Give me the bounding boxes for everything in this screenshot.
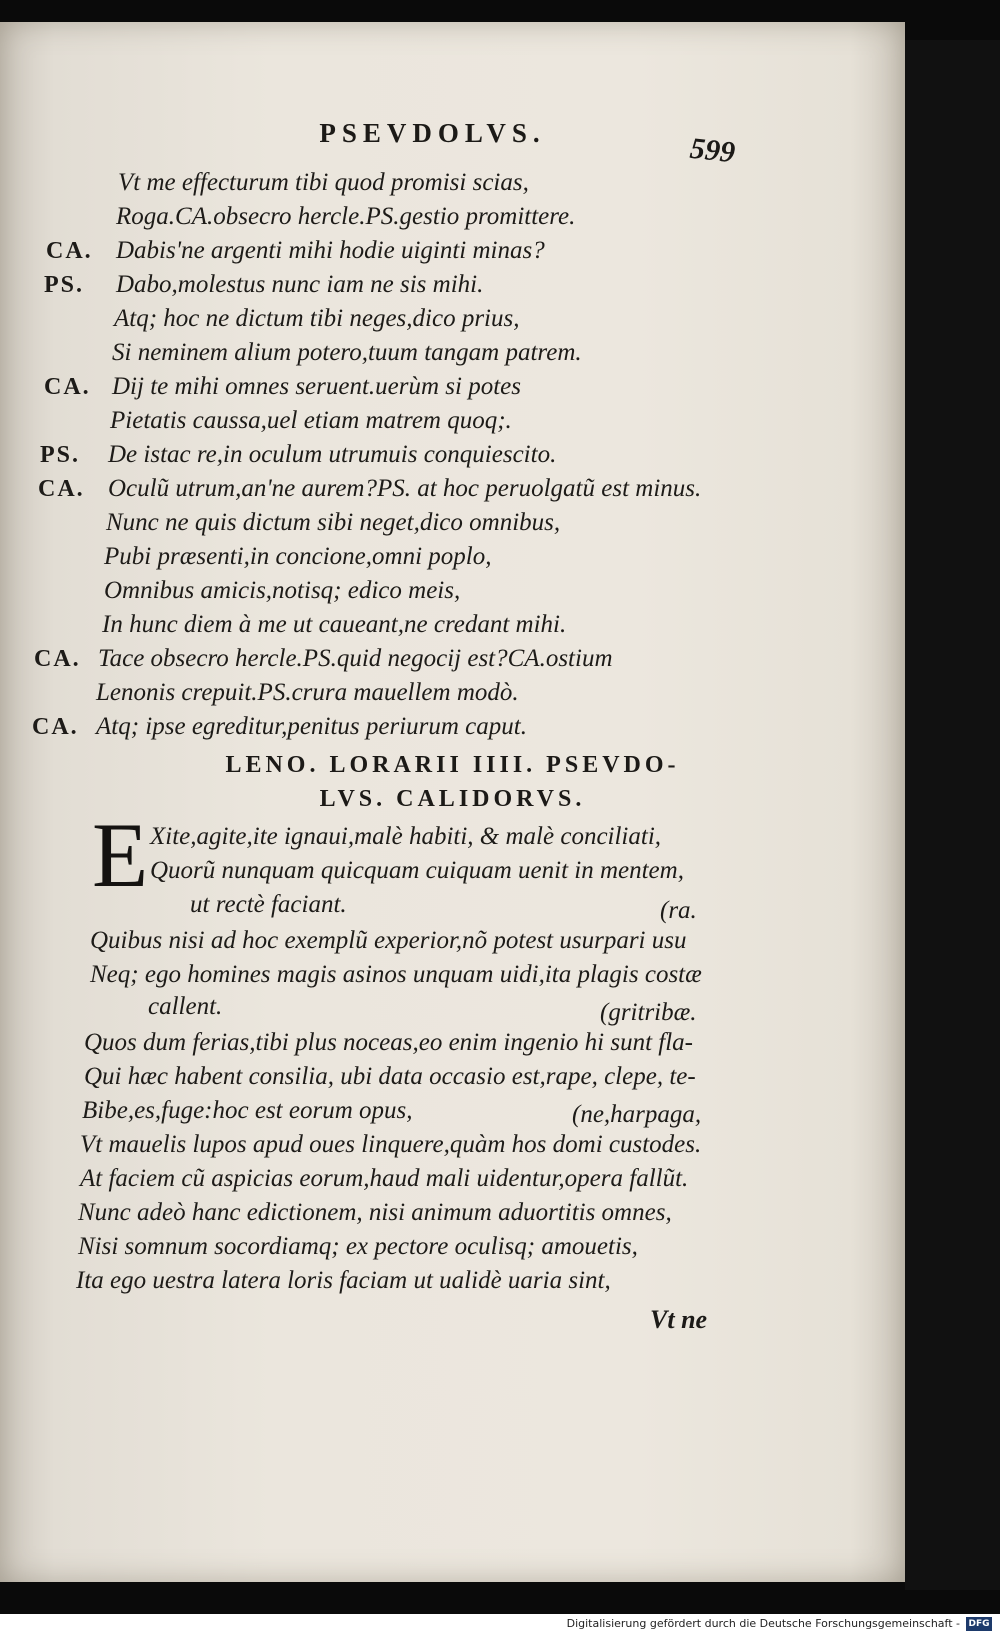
dialogue-line: De istac re,in oculum utrumuis conquiescito. — [108, 441, 557, 468]
speech-line: Quorũ nunquam quicquam cuiquam uenit in mentem, — [150, 857, 684, 884]
dialogue-line: Si neminem alium potero,tuum tangam patrem. — [112, 339, 582, 366]
dialogue-line: Lenonis crepuit.PS.crura mauellem modò. — [96, 679, 519, 706]
dialogue-line: Dabo,molestus nunc iam ne sis mihi. — [116, 271, 484, 298]
book-page — [0, 22, 905, 1582]
speech-line: Vt mauelis lupos apud oues linquere,quàm hos domi custodes. — [80, 1131, 702, 1158]
running-head: PSEVDOLVS. — [319, 118, 546, 148]
speech-line: Qui hæc habent consilia, ubi data occasio est,rape, clepe, te- — [84, 1063, 696, 1090]
scan-background — [905, 40, 1000, 1590]
speaker-label: CA. — [32, 714, 79, 740]
speaker-label: CA. — [46, 238, 93, 264]
dialogue-line: Omnibus amicis,notisq; edico meis, — [104, 577, 461, 604]
footer-bar — [0, 1614, 1000, 1636]
speech-line-turnover: (ne,harpaga, — [572, 1101, 702, 1128]
speech-line: ut rectè faciant. — [190, 891, 347, 918]
dialogue-line: Atq; ipse egreditur,penitus periurum caput. — [96, 713, 527, 740]
dialogue-line: Nunc ne quis dictum sibi neget,dico omnibus, — [106, 509, 561, 536]
speech-line: Nisi somnum socordiamq; ex pectore oculisq; amouetis, — [78, 1233, 638, 1260]
footer-credit: Digitalisierung gefördert durch die Deutsche Forschungsgemeinschaft - — [566, 1617, 960, 1630]
dialogue-line: Dabis'ne argenti mihi hodie uiginti minas? — [116, 237, 545, 264]
scene-heading-line-1: LENO. LORARII IIII. PSEVDO- — [225, 752, 680, 778]
dialogue-line: Vt me effecturum tibi quod promisi scias, — [118, 169, 529, 196]
catchword: Vt ne — [650, 1305, 708, 1334]
dialogue-line: Roga.CA.obsecro hercle.PS.gestio promittere. — [116, 203, 576, 230]
speech-line: Ita ego uestra latera loris faciam ut ualidè uaria sint, — [76, 1267, 611, 1294]
speaker-label: PS. — [40, 442, 81, 468]
speech-line: callent. — [148, 993, 223, 1020]
speech-line: At faciem cũ aspicias eorum,haud mali uidentur,opera fallũt. — [80, 1165, 689, 1192]
dialogue-line: Oculũ utrum,an'ne aurem?PS. at hoc peruolgatũ est minus. — [108, 475, 702, 502]
speech-line: Quibus nisi ad hoc exemplũ experior,nõ potest usurpari usu — [90, 927, 687, 954]
decorated-initial: E — [92, 804, 149, 906]
dfg-logo: DFG — [966, 1617, 992, 1631]
speech-line: Xite,agite,ite ignaui,malè habiti, & malè conciliati, — [150, 823, 662, 850]
dialogue-line: Tace obsecro hercle.PS.quid negocij est?CA.ostium — [98, 645, 613, 672]
speech-line: Bibe,es,fuge:hoc est eorum opus, — [82, 1097, 413, 1124]
dialogue-line: Pietatis caussa,uel etiam matrem quoq;. — [110, 407, 512, 434]
dialogue-line: Atq; hoc ne dictum tibi neges,dico prius, — [114, 305, 520, 332]
speaker-label: CA. — [34, 646, 81, 672]
speech-line: Nunc adeò hanc edictionem, nisi animum aduortitis omnes, — [78, 1199, 672, 1226]
scene-heading-line-2: LVS. CALIDORVS. — [319, 786, 586, 812]
speech-line-turnover: (gritribæ. — [600, 999, 697, 1026]
speech-line: Quos dum ferias,tibi plus noceas,eo enim ingenio hi sunt fla- — [84, 1029, 693, 1056]
speaker-label: CA. — [44, 374, 91, 400]
speaker-label: PS. — [44, 272, 85, 298]
dialogue-line: Pubi præsenti,in concione,omni poplo, — [104, 543, 492, 570]
dialogue-line: Dij te mihi omnes seruent.uerùm si potes — [112, 373, 521, 400]
speaker-label: CA. — [38, 476, 85, 502]
speech-line-turnover: (ra. — [660, 897, 697, 924]
dialogue-line: In hunc diem à me ut caueant,ne credant mihi. — [102, 611, 567, 638]
page-number: 599 — [688, 131, 737, 170]
speech-line: Neq; ego homines magis asinos unquam uidi,ita plagis costæ — [90, 961, 702, 988]
